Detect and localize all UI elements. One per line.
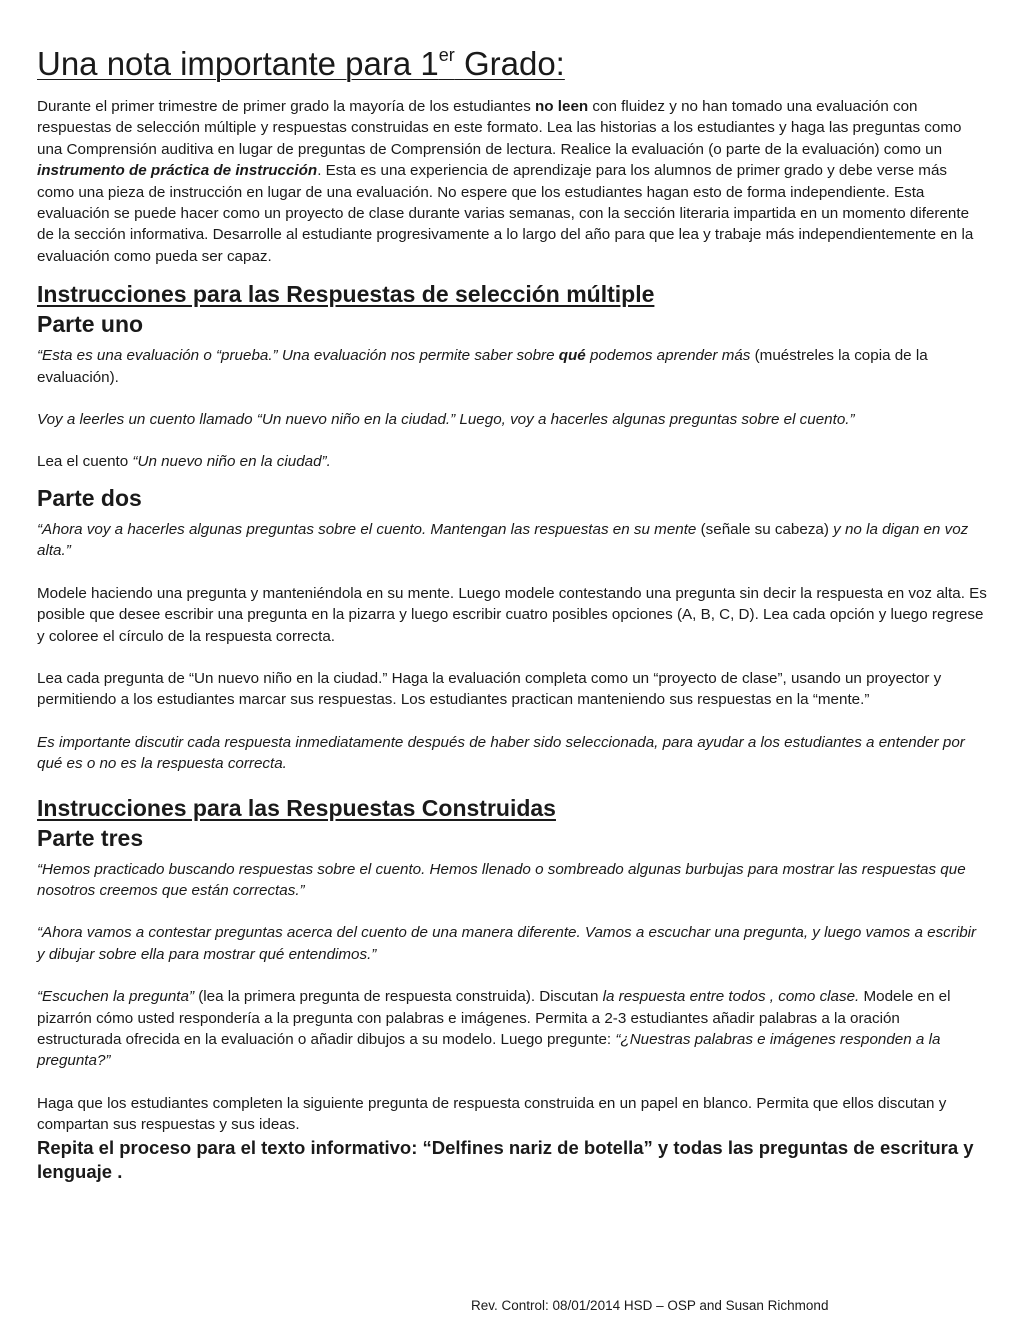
part2-paragraph-3: Lea cada pregunta de “Un nuevo niño en la ciudad.” Haga la evaluación completa como un “proyecto de clase”, usando un proyector y permitiendo a los estudiantes marcar sus respuestas. Los estudiantes practican manteniendo sus respuestas en la “mente.” [37,669,942,709]
document-body [37,44,987,1184]
part1-paragraph-2: Voy a leerles un cuento llamado “Un nuevo niño en la ciudad.” Luego, voy a hacerles algunas preguntas sobre el cuento.” [37,411,855,429]
part3-paragraph-1: “Hemos practicado buscando respuestas sobre el cuento. Hemos llenado o sombreado algunas burbujas para mostrar las respuestas que nosotros creemos que están correctas.” [37,860,966,899]
part1-heading: Parte uno [37,311,144,338]
section2-heading: Instrucciones para las Respuestas Construidas [37,794,556,821]
part1-paragraph-1: “Esta es una evaluación o “prueba.” Una evaluación nos permite saber sobre qué podemos aprender más (muéstreles la copia de la evaluación). [37,347,928,386]
part3-paragraph-3: “Escuchen la pregunta” (lea la primera pregunta de respuesta construida). Discutan la respuesta entre todos , como clase. Modele en el pizarrón cómo usted respondería a la pregunta con palabras e imágenes. Permita a 2-3 estudiantes añadir palabras a la oración estructurada ofrecida en la evaluación o añadir dibujos a su modelo. Luego pregunte: “¿Nuestras palabras e imágenes responden a la pregunta?” [37,988,951,1070]
intro-bold-phrase: no leen [535,98,589,115]
part2-paragraph-1: “Ahora voy a hacerles algunas preguntas sobre el cuento. Mantengan las respuestas en su mente (señale su cabeza) y no la digan en voz alta.” [37,520,969,560]
part2-heading: Parte dos [37,484,142,511]
title-superscript: er [438,45,455,65]
final-instruction: Repita el proceso para el texto informativo: “Delfines nariz de botella” y todas las preguntas de escritura y lenguaje . [37,1136,974,1182]
intro-paragraph: Durante el primer trimestre de primer grado la mayoría de los estudiantes no leen con fluidez y no han tomado una evaluación con respuestas de selección múltiple y respuestas construidas en este formato. Lea las historias a los estudiantes y haga las preguntas como una Comprensión auditiva en lugar de preguntas de Comprensión de lectura. Realice la evaluación (o parte de la evaluación) como un instrumento de práctica de instrucción. Esta es una experiencia de aprendizaje para los alumnos de primer grado y debe verse más como una pieza de instrucción en lugar de una evaluación. No espere que los estudiantes hagan esto de forma independiente. Esta evaluación se puede hacer como un proyecto de clase durante varias semanas, con la sección literaria impartida en un momento diferente de la sección informativa. Desarrolle al estudiante progresivamente a lo largo del año para que lea y trabaje más independientemente en la evaluación como pueda ser capaz. [37,98,974,265]
intro-bold-italic-phrase: instrumento de práctica de instrucción [37,162,318,180]
part3-heading: Parte tres [37,824,144,851]
part1-paragraph-3: Lea el cuento “Un nuevo niño en la ciudad”. [37,453,331,471]
page-title: Una nota importante para 1er Grado: [37,45,565,82]
part3-paragraph-2: “Ahora vamos a contestar preguntas acerca del cuento de una manera diferente. Vamos a escuchar una pregunta, y luego vamos a escribir y dibujar sobre ella para mostrar qué entendimos.” [37,924,977,963]
section1-heading: Instrucciones para las Respuestas de selección múltiple [37,281,655,308]
part3-paragraph-4: Haga que los estudiantes completen la siguiente pregunta de respuesta construida en un papel en blanco. Permita que ellos discutan y compartan sus respuestas y sus ideas. [37,1094,947,1134]
footer-revision: Rev. Control: 08/01/2014 HSD – OSP and Susan Richmond [471,1298,829,1313]
part2-paragraph-4: Es importante discutir cada respuesta inmediatamente después de haber sido seleccionada, para ayudar a los estudiantes a entender por qué es o no es la respuesta correcta. [37,733,965,773]
part2-paragraph-2: Modele haciendo una pregunta y manteniéndola en su mente. Luego modele contestando una pregunta sin decir la respuesta en voz alta. Es posible que desee escribir una pregunta en la pizarra y luego escribir cuatro posibles opciones (A, B, C, D). Lea cada opción y luego regrese y coloree el círculo de la respuesta correcta. [37,584,987,645]
